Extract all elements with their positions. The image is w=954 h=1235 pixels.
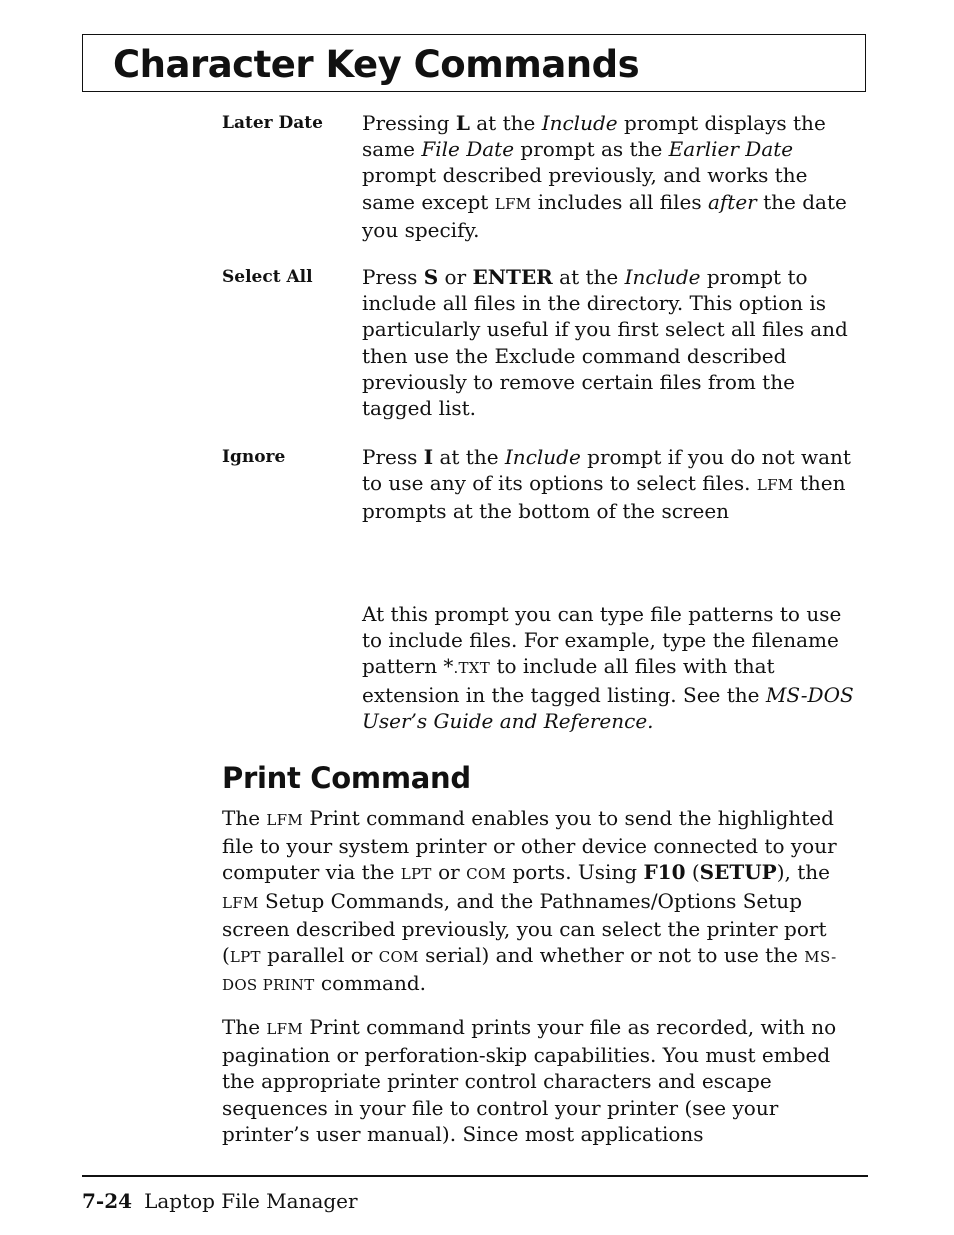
page-footer (82, 1187, 358, 1215)
term-later-date: Later Date (222, 113, 323, 133)
chapter-header-box (82, 34, 866, 92)
book-title: Laptop File Manager (144, 1189, 358, 1213)
print-command-paragraph-1: The LFM Print command enables you to send the highlighted file to your system printer or other device connected to your computer via the LPT or COM ports. Using F10 (SETUP), the LFM Setup Commands, and the Pathnames/Options Setup screen described previously, you can select the printer port (LPT parallel or COM serial) and whether or not to use the MS-DOS PRINT command. (222, 806, 837, 996)
print-command-paragraph-2: The LFM Print command prints your file as recorded, with no pagination or perforation-skip capabilities. You must embed the appropriate printer control characters and escape sequences in your file to control your printer (see your printer’s user manual). Since most applications (222, 1015, 837, 1146)
definition-ignore-continued: At this prompt you can type file patterns to use to include files. For example, type the filename pattern *.TXT to include all files with that extension in the tagged listing. See the MS-DOS User’s Guide and Reference. (362, 602, 854, 733)
chapter-title: Character Key Commands (113, 43, 640, 86)
definition-select-all: Press S or ENTER at the Include prompt to include all files in the directory. This option is particularly useful if you first select all files and then use the Exclude command described previously to remove certain files from the tagged list. (362, 265, 848, 421)
section-heading-print-command: Print Command (222, 761, 471, 795)
definition-later-date: Pressing L at the Include prompt displays the same File Date prompt as the Earlier Date prompt described previously, and works the same except LFM includes all files after the date you specify. (362, 111, 847, 242)
term-select-all: Select All (222, 267, 313, 287)
page-number: 7-24 (82, 1189, 133, 1213)
term-ignore: Ignore (222, 447, 286, 467)
definition-ignore: Press I at the Include prompt if you do not want to use any of its options to select files. LFM then prompts at the bottom of the screen (362, 445, 851, 524)
footer-divider (82, 1175, 868, 1177)
